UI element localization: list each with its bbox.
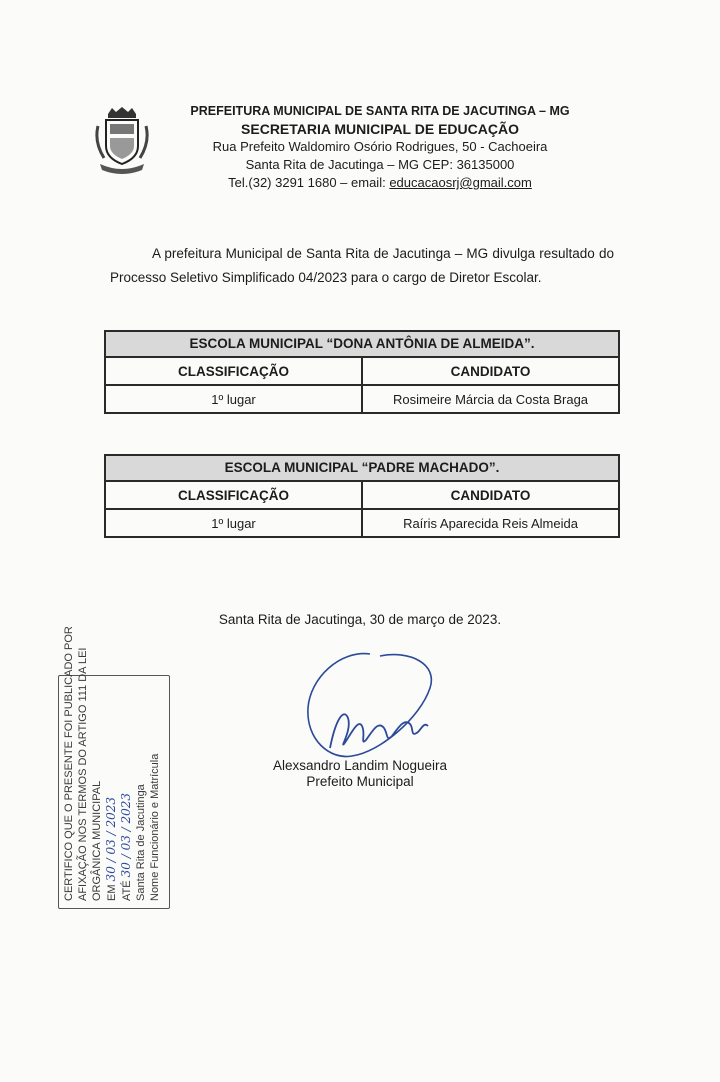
candidate-cell: Rosimeire Márcia da Costa Braga <box>361 386 618 412</box>
intro-text: A prefeitura Municipal de Santa Rita de Jacutinga – MG divulga resultado do Processo Seletivo Simplificado 04/2023 para o cargo de Diretor Escolar. <box>110 246 614 285</box>
stamp-line-7: Nome Funcionário e Matrícula <box>149 753 161 901</box>
stamp-date-2: 30 / 03 / 2023 <box>119 792 133 878</box>
intro-paragraph <box>110 242 614 290</box>
stamp-line-3: ORGÂNICA MUNICIPAL <box>91 780 103 901</box>
rank-cell: 1º lugar <box>211 391 256 407</box>
rank-cell: 1º lugar <box>211 515 256 531</box>
letterhead <box>170 102 590 192</box>
results-table-2 <box>104 454 620 538</box>
signature-image <box>300 648 440 768</box>
address-line: Rua Prefeito Waldomiro Osório Rodrigues, 50 - Cachoeira <box>212 139 548 154</box>
signer-name: Alexsandro Landim Nogueira <box>272 758 448 773</box>
classificacao-header: CLASSIFICAÇÃO <box>178 363 289 379</box>
candidato-header: CANDIDATO <box>361 358 618 384</box>
stamp-text <box>58 626 168 907</box>
stamp-line-6: Santa Rita de Jacutinga <box>135 784 147 901</box>
date-line: Santa Rita de Jacutinga, 30 de março de 2023. <box>218 612 502 627</box>
city-cep-line: Santa Rita de Jacutinga – MG CEP: 36135000 <box>245 157 515 172</box>
table-row <box>106 384 618 412</box>
signer-role: Prefeito Municipal <box>306 774 414 789</box>
table-header-row <box>106 482 618 508</box>
municipal-crest-icon <box>90 106 154 176</box>
stamp-line-1: CERTIFICO QUE O PRESENTE FOI PUBLICADO POR <box>63 626 75 901</box>
school-name: ESCOLA MUNICIPAL “DONA ANTÔNIA DE ALMEIDA”. <box>106 332 618 358</box>
table-header-row <box>106 358 618 384</box>
phone-text: Tel.(32) 3291 1680 – email: <box>228 175 390 190</box>
stamp-line-2: AFIXAÇÃO NOS TERMOS DO ARTIGO 111 DA LEI <box>77 647 89 901</box>
secretaria-title: SECRETARIA MUNICIPAL DE EDUCAÇÃO <box>241 121 519 137</box>
email-link[interactable]: educacaosrj@gmail.com <box>389 175 532 190</box>
stamp-date-1: 30 / 03 / 2023 <box>104 797 118 882</box>
publication-stamp <box>58 626 183 920</box>
school-name: ESCOLA MUNICIPAL “PADRE MACHADO”. <box>106 456 618 482</box>
prefeitura-title: PREFEITURA MUNICIPAL DE SANTA RITA DE JACUTINGA – MG <box>190 104 570 118</box>
table-row <box>106 508 618 536</box>
stamp-line-4: EM 30 / 03 / 2023 <box>104 797 118 901</box>
signer-block <box>260 758 460 790</box>
classificacao-header: CLASSIFICAÇÃO <box>178 487 289 503</box>
candidato-header: CANDIDATO <box>361 482 618 508</box>
stamp-line-5: ATÉ 30 / 03 / 2023 <box>119 792 133 901</box>
results-table-1 <box>104 330 620 414</box>
candidate-cell: Raíris Aparecida Reis Almeida <box>361 510 618 536</box>
contact-line <box>170 174 590 192</box>
